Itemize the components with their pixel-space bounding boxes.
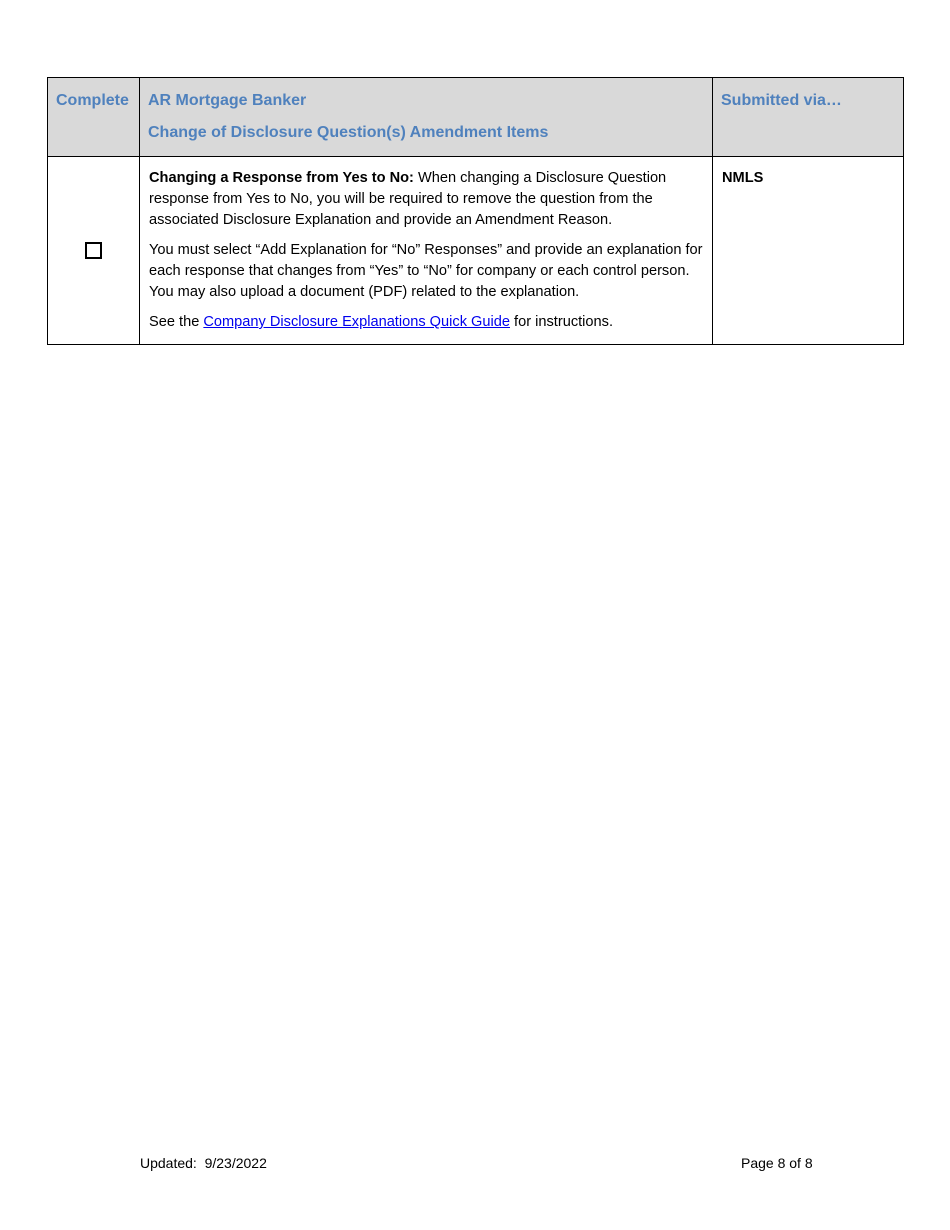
- amendment-item-cell: [140, 157, 713, 345]
- complete-checkbox[interactable]: [85, 242, 102, 259]
- header-title-line1: AR Mortgage Banker: [148, 92, 307, 109]
- footer-page-number: Page 8 of 8: [741, 1155, 813, 1171]
- table-row: [48, 157, 904, 345]
- header-complete: Complete: [48, 78, 140, 157]
- item-paragraph-2: You must select “Add Explanation for “No” Responses” and provide an explanation for each response that changes from “Yes” to “No” for company or each control person. You may also upload a document (PDF) related to the explanation.: [149, 242, 703, 300]
- submitted-via-cell: [713, 157, 904, 345]
- header-submitted-via: Submitted via…: [713, 78, 904, 157]
- complete-cell: [48, 157, 140, 345]
- amendment-items-table: [47, 77, 904, 345]
- submitted-via-value: NMLS: [722, 170, 764, 186]
- item-heading: Changing a Response from Yes to No:: [149, 170, 414, 186]
- table-header-row: [48, 78, 904, 157]
- item-paragraph-1: [149, 168, 704, 231]
- quick-guide-link[interactable]: Company Disclosure Explanations Quick Guide: [203, 314, 510, 330]
- header-title-line2: Change of Disclosure Question(s) Amendment Items: [148, 124, 549, 141]
- item-paragraph-1-text: When changing a Disclosure Question response from Yes to No, you will be required to remove the question from the associated Disclosure Explanation and provide an Amendment Reason.: [149, 170, 667, 228]
- header-amendment-items: [140, 78, 713, 157]
- item-paragraph-3: See the Company Disclosure Explanations Quick Guide for instructions.: [149, 314, 614, 330]
- footer-updated-date: Updated: 9/23/2022: [140, 1155, 267, 1171]
